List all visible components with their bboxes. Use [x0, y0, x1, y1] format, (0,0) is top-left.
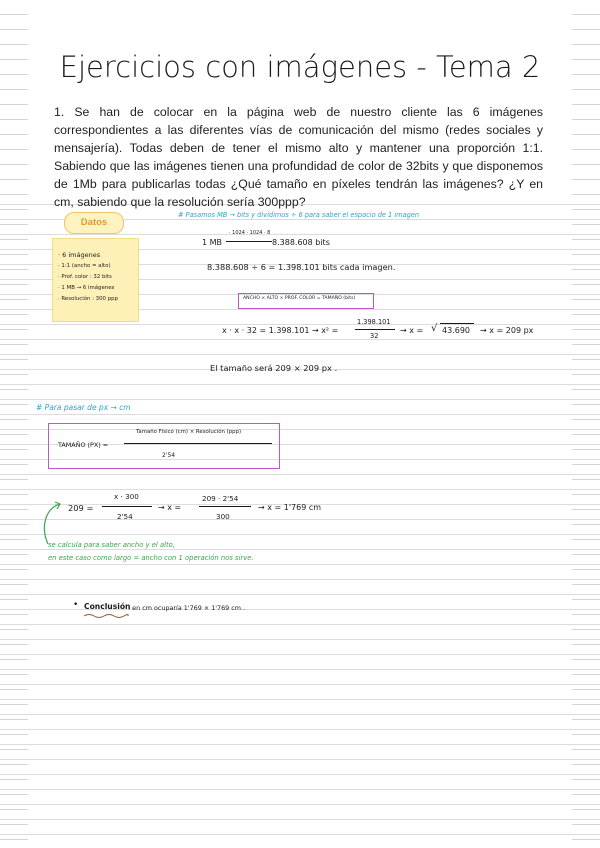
sqrt-bar [440, 323, 474, 324]
conclusion-label: Conclusión [84, 602, 131, 611]
formula2-left: TAMAÑO (PX) = [58, 441, 109, 449]
datos-item: · Resolución : 300 ppp [58, 296, 118, 302]
fraction-line [355, 329, 395, 330]
bullet-icon: • [73, 600, 79, 610]
eq-cm-den2: 300 [216, 512, 230, 521]
eq-mb-left: 1 MB [202, 238, 223, 247]
sqrt-symbol: √ [431, 323, 438, 334]
result-px: El tamaño será 209 × 209 px . [210, 363, 338, 373]
eq-x-num: 1.398.101 [357, 318, 391, 326]
note-green-line1: se calcula para saber ancho y el alto, [48, 541, 175, 549]
hint-bits: # Pasamos MB → bits y dividimos ÷ 6 para saber el espacio de 1 imagen [178, 211, 420, 219]
page-title: Ejercicios con imágenes - Tema 2 [59, 50, 541, 84]
hint-cm: # Para pasar de px → cm [36, 403, 131, 412]
datos-item: · 6 imágenes [58, 251, 101, 259]
right-margin-lines [572, 0, 600, 848]
eq-x-sqrt: 43.690 [442, 326, 470, 335]
eq-cm-mid: → x = [158, 503, 182, 512]
eq-cm-num1: x · 300 [114, 492, 139, 501]
eq-mb-over: · 1024 · 1024 · 8 [229, 230, 271, 236]
datos-item: · 1:1 (ancho = alto) [58, 263, 111, 269]
conclusion-text: : en cm ocuparía 1'769 × 1'769 cm . [128, 604, 246, 612]
eq-x-arrow: → x = [400, 326, 424, 335]
eq-x-den: 32 [370, 332, 379, 340]
arrow-line [226, 241, 272, 242]
datos-item: · 1 MB → 6 imágenes [58, 285, 115, 291]
fraction-line [199, 506, 251, 507]
datos-tag: Datos [64, 212, 124, 234]
note-green-line2: en este caso como largo = ancho con 1 operación nos sirve. [48, 554, 254, 562]
eq-cm-num2: 209 · 2'54 [202, 494, 239, 503]
eq-cm-result: → x = 1'769 cm [258, 503, 322, 512]
eq-mb-right: 8.388.608 bits [272, 238, 330, 247]
left-margin-lines [0, 0, 28, 848]
problem-statement: 1. Se han de colocar en la página web de nuestro cliente las 6 imágenes correspondientes a las diferentes vías de comunicación del mismo (redes sociales y mensajería). Todas deben de tener el mismo alto y mantener una proporción 1:1. Sabiendo que las imágenes tienen una profundidad de color de 32bits y que disponemos de 1Mb para publicarlas todas ¿Qué tamaño en píxeles tendrán las imágenes? ¿Y en cm, sabiendo que la resolución sería 300ppp? [54, 105, 543, 209]
datos-item: · Prof. color : 32 bits [58, 274, 112, 280]
eq-x-result: → x = 209 px [480, 326, 534, 335]
eq-div: 8.388.608 ÷ 6 = 1.398.101 bits cada imagen. [207, 262, 396, 272]
eq-x-left: x · x · 32 = 1.398.101 → x² = [222, 326, 339, 335]
formula2-den: 2'54 [162, 452, 176, 459]
fraction-line [124, 443, 272, 444]
datos-sticky-note [52, 238, 139, 322]
conclusion-underline [83, 613, 129, 619]
formula-box-text: ANCHO × ALTO × PROF. COLOR = TAMAÑO (bits) [243, 296, 356, 301]
formula2-num: Tamaño Físico (cm) × Resolución (ppp) [136, 429, 242, 435]
eq-cm-den1: 2'54 [117, 512, 133, 521]
eq-cm-left: 209 = [68, 503, 94, 513]
fraction-line [102, 506, 152, 507]
